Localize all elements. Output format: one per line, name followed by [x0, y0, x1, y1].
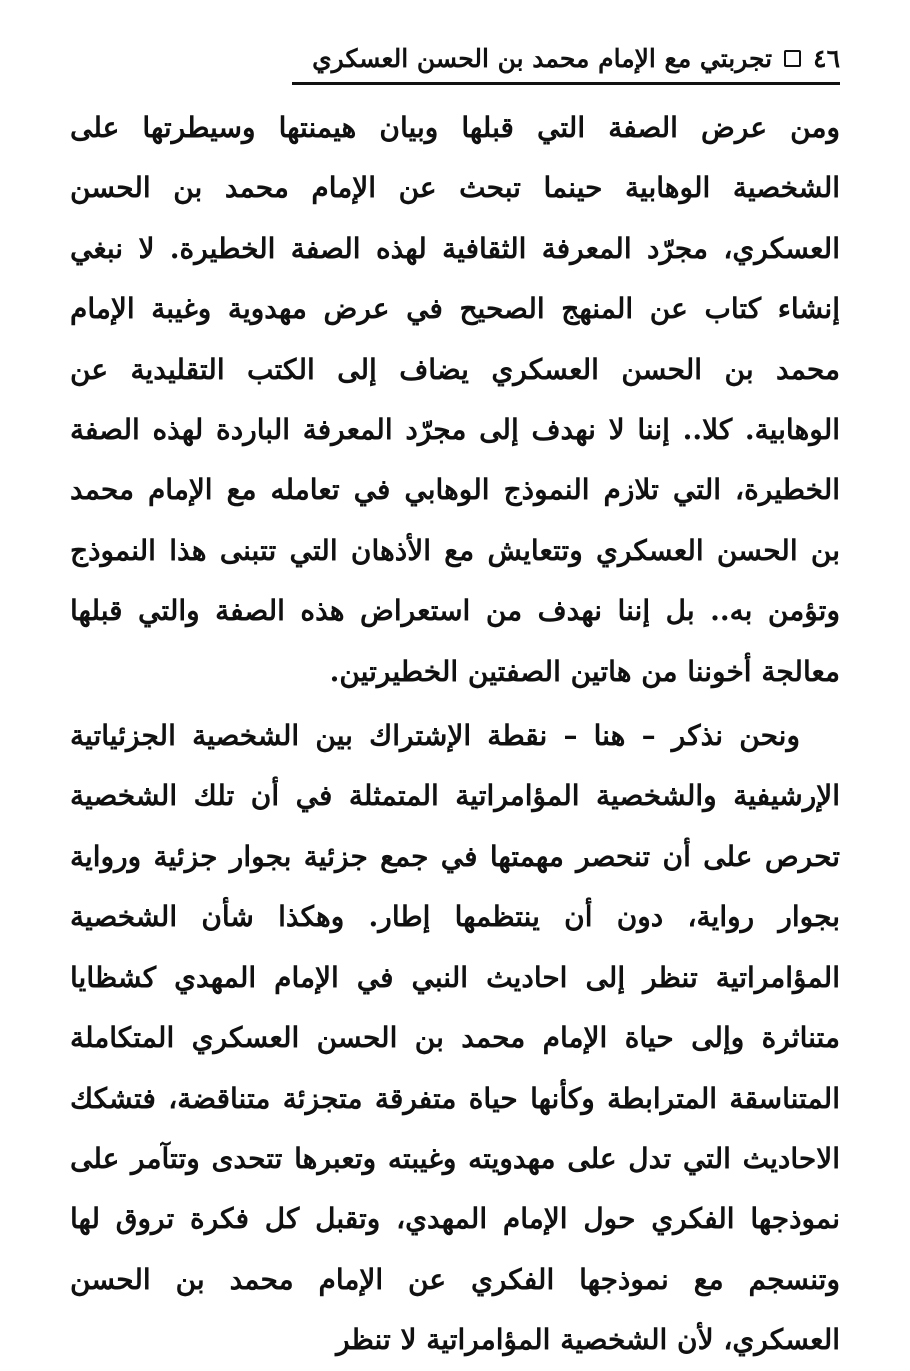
square-bullet-icon: [784, 50, 801, 67]
page-number: ٤٦: [813, 43, 840, 73]
header-rule: [292, 82, 840, 85]
running-header: [292, 38, 840, 78]
body-text: [70, 98, 840, 1371]
paragraph-2: ونحن نذكر – هنا – نقطة الإشتراك بين الشخصية الجزئياتية الإرشيفية والشخصية المؤامراتية المتمثلة في أن تلك الشخصية تحرص على أن تنحصر مهمتها في جمع جزئية بجوار جزئية ورواية بجوار رواية، دون أن ينتظمها إطار. وهكذا شأن الشخصية المؤامراتية تنظر إلى احاديث النبي في الإمام المهدي كشظايا متناثرة وإلى حياة الإمام محمد بن الحسن العسكري المتكاملة المتناسقة المترابطة وكأنها حياة متفرقة متجزئة متناقضة، فتشكك الاحاديث التي تدل على مهدويته وغيبته وتعبرها تتحدى وتتآمر على نموذجها الفكري حول الإمام المهدي، وتقبل كل فكرة تروق لها وتنسجم مع نموذجها الفكري عن الإمام محمد بن الحسن العسكري، لأن الشخصية المؤامراتية لا تنظر: [70, 719, 840, 1357]
paragraph-1: ومن عرض الصفة التي قبلها وبيان هيمنتها وسيطرتها على الشخصية الوهابية حينما تبحث عن الإمام محمد بن الحسن العسكري، مجرّد المعرفة الثقافية لهذه الصفة الخطيرة. لا نبغي إنشاء كتاب عن المنهج الصحيح في عرض مهدوية وغيبة الإمام محمد بن الحسن العسكري يضاف إلى الكتب التقليدية عن الوهابية. كلا.. إننا لا نهدف إلى مجرّد المعرفة الباردة لهذه الصفة الخطيرة، التي تلازم النموذج الوهابي في تعامله مع الإمام محمد بن الحسن العسكري وتتعايش مع الأذهان التي تتبنى هذا النموذج وتؤمن به.. بل إننا نهدف من استعراض هذه الصفة والتي قبلها معالجة أخوننا من هاتين الصفتين الخطيرتين.: [70, 111, 840, 688]
running-title: تجربتي مع الإمام محمد بن الحسن العسكري: [312, 43, 773, 73]
